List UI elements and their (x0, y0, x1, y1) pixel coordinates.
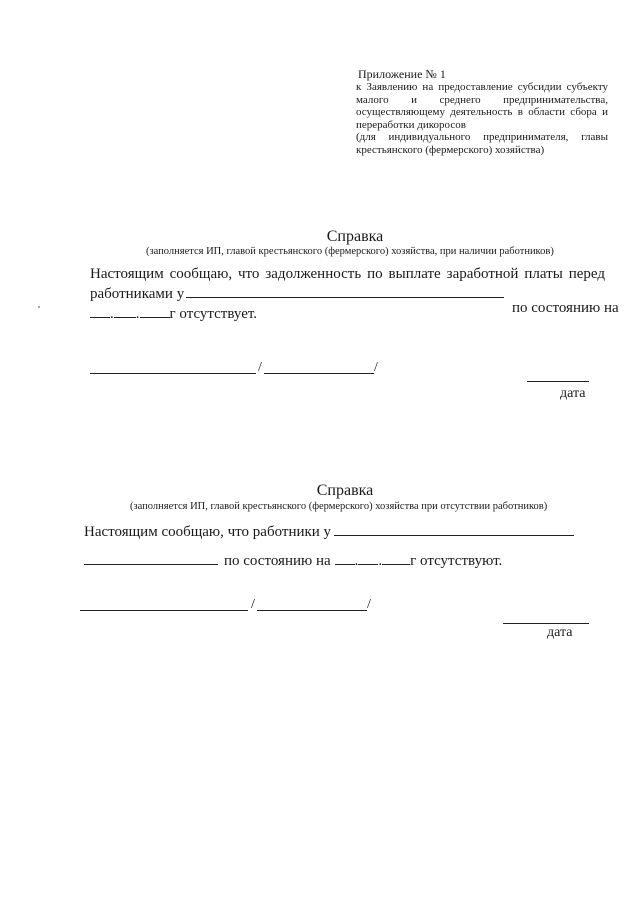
date-separator: . (110, 306, 114, 322)
scan-speck (38, 306, 40, 308)
certificate2-asof-label: по состоянию на (224, 553, 331, 569)
date-label: дата (560, 386, 586, 401)
year-blank[interactable] (140, 303, 170, 318)
employer-name-blank[interactable] (186, 283, 504, 298)
month-blank[interactable] (358, 550, 378, 565)
certificate1-subtitle: (заполняется ИП, главой крестьянского (фермерского) хозяйства, при наличии работников) (146, 246, 554, 257)
annex-body-text: к Заявлению на предоставление субсидии субъекту малого и среднего предпринимательства, осуществляющему деятельность в области сбора и переработки дикоросов (356, 81, 608, 131)
certificate2-status-text: г отсутствуют. (410, 553, 503, 569)
signature-line[interactable] (80, 610, 248, 611)
certificate2-subtitle: (заполняется ИП, главой крестьянского (фермерского) хозяйства при отсутствии работников) (130, 501, 548, 512)
certificate1-line3 (90, 303, 257, 323)
annex-description (356, 81, 608, 156)
date-label: дата (547, 625, 573, 640)
certificate1-line2-label: работниками у (90, 286, 185, 302)
date-line[interactable] (503, 623, 589, 624)
day-blank[interactable] (90, 303, 110, 318)
day-blank[interactable] (335, 550, 355, 565)
signature-slash: / (258, 360, 262, 375)
employer-name-blank-cont[interactable] (84, 550, 218, 565)
signature-slash: / (251, 597, 255, 612)
certificate1-asof-label: по состоянию на (512, 300, 619, 316)
certificate2-line2 (84, 550, 502, 570)
signature-slash: / (374, 360, 378, 375)
date-separator: . (135, 306, 140, 322)
name-line[interactable] (264, 373, 374, 374)
month-blank[interactable] (114, 303, 136, 318)
certificate2-line1 (84, 521, 574, 541)
date-separator: . (354, 553, 359, 569)
certificate1-line2 (90, 283, 504, 303)
certificate1-status-text: г отсутствует. (169, 306, 258, 322)
year-blank[interactable] (382, 550, 410, 565)
annex-note-text: (для индивидуального предпринимателя, главы крестьянского (фермерского) хозяйства) (356, 131, 608, 156)
annex-title: Приложение № 1 (358, 67, 446, 81)
certificate1-title: Справка (326, 228, 384, 245)
certificate2-line1-label: Настоящим сообщаю, что работники у (84, 524, 332, 540)
date-line[interactable] (527, 381, 589, 382)
name-line[interactable] (257, 610, 367, 611)
date-separator: . (378, 553, 383, 569)
signature-slash: / (367, 597, 371, 612)
certificate2-title: Справка (316, 482, 374, 499)
employer-name-blank[interactable] (334, 521, 574, 536)
signature-line[interactable] (90, 373, 256, 374)
certificate1-line1: Настоящим сообщаю, что задолженность по выплате заработной платы перед (90, 266, 605, 282)
